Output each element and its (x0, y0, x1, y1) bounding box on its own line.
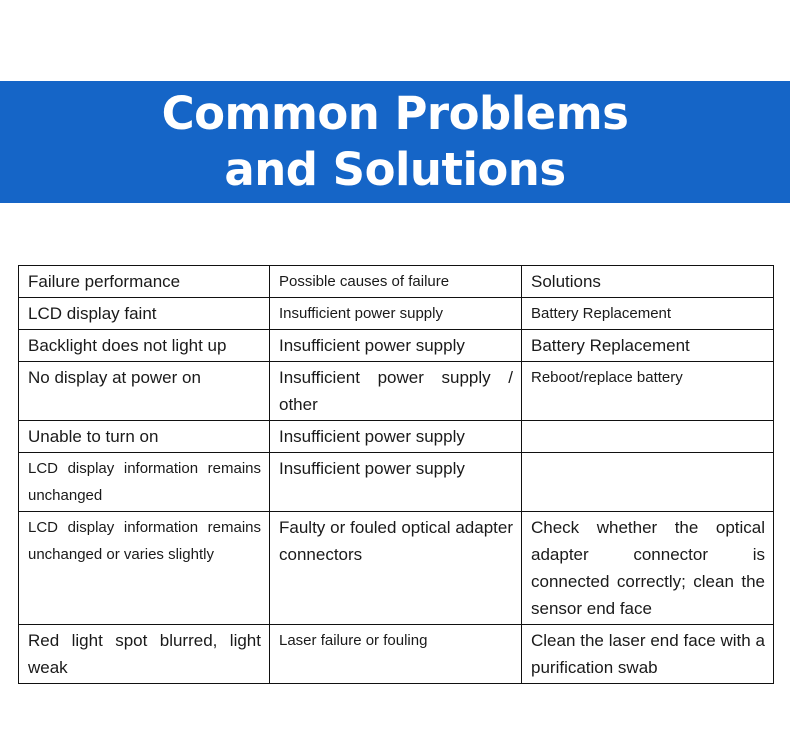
failure-cell: Backlight does not light up (19, 330, 270, 362)
table-row (19, 421, 774, 453)
table-row (19, 453, 774, 512)
solution-cell: Clean the laser end face with a purification swab (522, 625, 774, 684)
table-row (19, 330, 774, 362)
column-header-solution: Solutions (522, 266, 774, 298)
cause-cell: Laser failure or fouling (270, 625, 522, 684)
failure-cell: LCD display faint (19, 298, 270, 330)
table-row (19, 362, 774, 421)
failure-cell: LCD display information remains unchanged (19, 453, 270, 512)
problems-solutions-table (18, 265, 774, 684)
table-row (19, 625, 774, 684)
failure-cell: LCD display information remains unchanged or varies slightly (19, 512, 270, 625)
cause-cell: Faulty or fouled optical adapter connectors (270, 512, 522, 625)
title-banner (0, 81, 790, 203)
cause-cell: Insufficient power supply (270, 330, 522, 362)
failure-cell: No display at power on (19, 362, 270, 421)
column-header-failure: Failure performance (19, 266, 270, 298)
column-header-cause: Possible causes of failure (270, 266, 522, 298)
page-title-line-1: Common Problems (161, 87, 629, 140)
solution-cell: Battery Replacement (522, 330, 774, 362)
table-row (19, 512, 774, 625)
solution-cell (522, 421, 774, 453)
solution-cell (522, 453, 774, 512)
cause-cell: Insufficient power supply (270, 421, 522, 453)
cause-cell: Insufficient power supply / other (270, 362, 522, 421)
page-title-line-2: and Solutions (224, 143, 566, 196)
table-row (19, 298, 774, 330)
cause-cell: Insufficient power supply (270, 453, 522, 512)
failure-cell: Red light spot blurred, light weak (19, 625, 270, 684)
solution-cell: Battery Replacement (522, 298, 774, 330)
solution-cell: Reboot/replace battery (522, 362, 774, 421)
cause-cell: Insufficient power supply (270, 298, 522, 330)
solution-cell: Check whether the optical adapter connector is connected correctly; clean the sensor end face (522, 512, 774, 625)
failure-cell: Unable to turn on (19, 421, 270, 453)
table-header-row (19, 266, 774, 298)
